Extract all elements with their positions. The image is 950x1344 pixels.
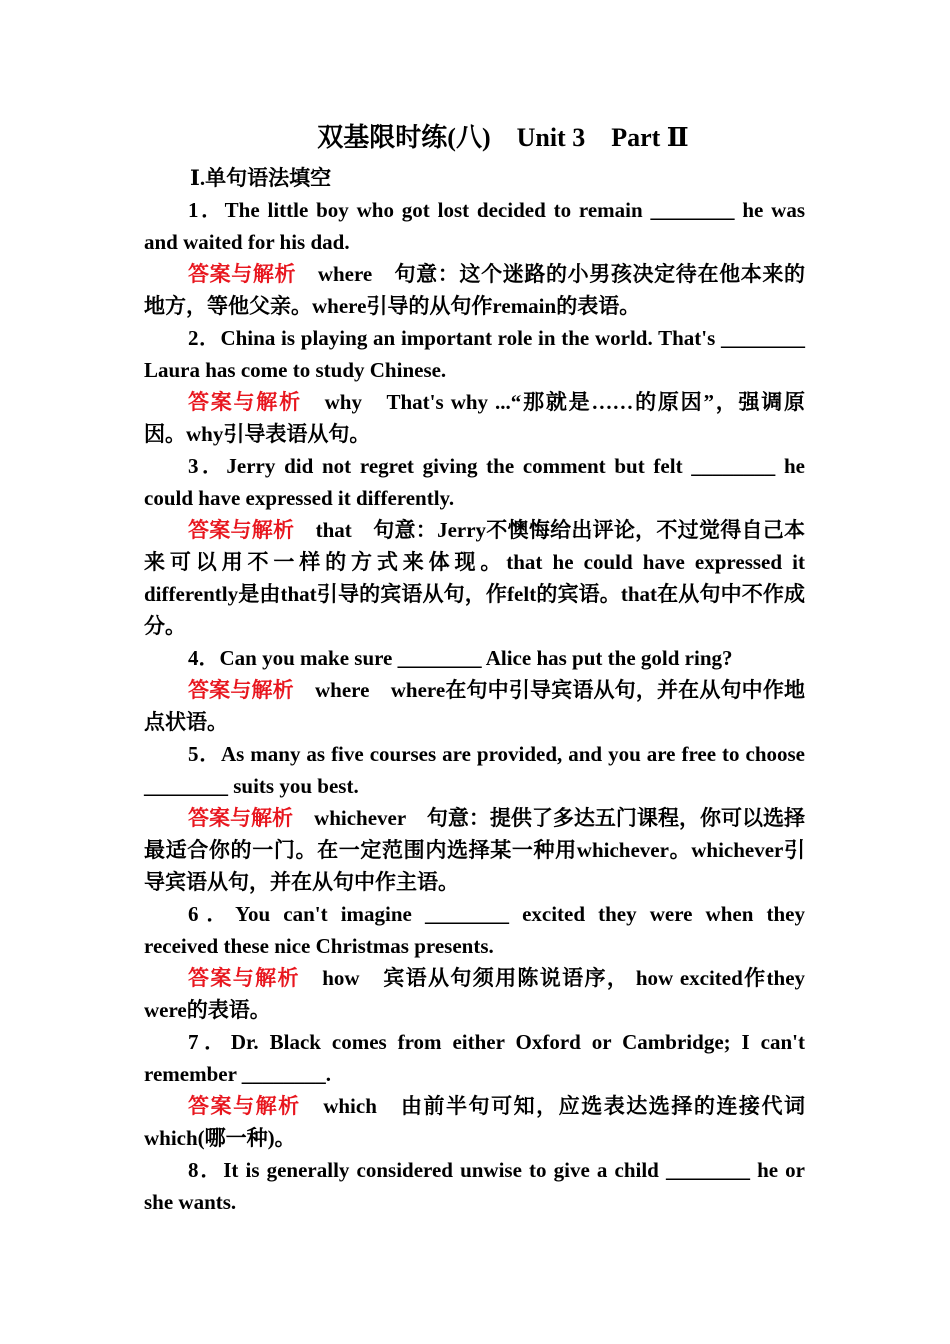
answer-7 <box>144 1090 805 1154</box>
answer-5 <box>144 802 805 898</box>
answer-text: why That's why ...“那就是……的原因”，强调原因。why引导表语从句。 <box>144 390 806 446</box>
question-1: 1．The little boy who got lost decided to remain ________ he was and waited for his dad. <box>144 198 805 254</box>
section-heading: Ⅰ.单句语法填空 <box>190 166 332 190</box>
answer-text: whichever 句意：提供了多达五门课程，你可以选择最适合你的一门。在一定范围内选择某一种用whichever。whichever引导宾语从句，并在从句中作主语。 <box>144 806 805 894</box>
question-6: 6．You can't imagine ________ excited they were when they received these nice Christmas presents. <box>144 902 805 958</box>
question-3: 3．Jerry did not regret giving the comment but felt ________ he could have expressed it differently. <box>144 454 805 510</box>
answer-label: 答案与解析 <box>188 390 302 414</box>
answer-label: 答案与解析 <box>188 518 295 542</box>
answer-1 <box>144 258 805 322</box>
page-title: 双基限时练(八) Unit 3 Part Ⅱ <box>317 123 689 152</box>
exercise-list <box>144 194 805 1218</box>
question-5: 5．As many as five courses are provided, and you are free to choose ________ suits you best. <box>144 742 805 798</box>
answer-label: 答案与解析 <box>188 262 297 286</box>
question-4: 4．Can you make sure ________ Alice has put the gold ring? <box>188 646 733 670</box>
question-2: 2．China is playing an important role in the world. That's ________ Laura has come to study Chinese. <box>144 326 805 382</box>
answer-label: 答案与解析 <box>188 678 294 702</box>
answer-text: where 句意：这个迷路的小男孩决定待在他本来的地方，等他父亲。where引导的从句作remain的表语。 <box>144 262 805 318</box>
answer-text: that 句意：Jerry不懊悔给出评论，不过觉得自己本来可以用不一样的方式来体现。that he could have expressed it differently是由that引导的宾语从句，作felt的宾语。that在从句中不作成分。 <box>144 518 805 638</box>
answer-4 <box>144 674 805 738</box>
answer-text: which 由前半句可知，应选表达选择的连接代词which(哪一种)。 <box>144 1094 805 1150</box>
answer-label: 答案与解析 <box>188 1094 301 1118</box>
answer-text: how 宾语从句须用陈说语序， how excited作they were的表语。 <box>144 966 806 1022</box>
answer-text: where where在句中引导宾语从句，并在从句中作地点状语。 <box>144 678 805 734</box>
answer-6 <box>144 962 805 1026</box>
answer-2 <box>144 386 805 450</box>
question-7: 7．Dr. Black comes from either Oxford or Cambridge; I can't remember ________. <box>144 1030 805 1086</box>
question-8: 8．It is generally considered unwise to give a child ________ he or she wants. <box>144 1158 805 1214</box>
answer-3 <box>144 514 805 642</box>
answer-label: 答案与解析 <box>188 966 300 990</box>
answer-label: 答案与解析 <box>188 806 294 830</box>
